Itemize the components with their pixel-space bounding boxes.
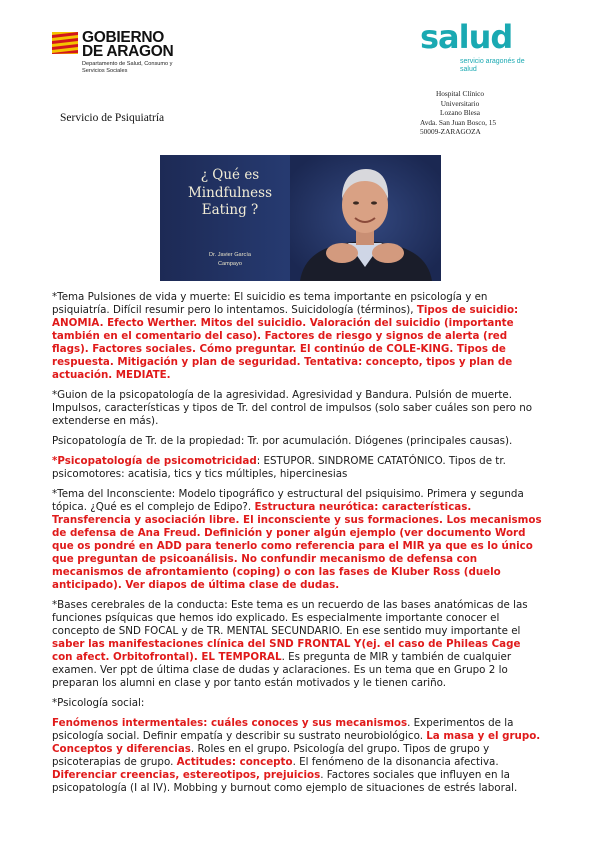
body-text: . Experimentos de la psicología social. Definir empatía y describir su sustrato neurobiológico. [52, 717, 514, 742]
highlighted-text: saber las manifestaciones clínica del SND FRONTAL Y(ej. el caso de Phileas Cage con afect. Orbitofrontal). EL TEMPORAL [52, 638, 521, 663]
highlighted-text: Tipos de suicidio: ANOMIA. Efecto Werther. Mitos del suicidio. Valoración del suicidio (importante también en el comentario del caso). Factores de riesgo y signos de alerta (red flags). Factores sociales. Cómo preguntar. El continúo de COLE-KING. Tipos de respuesta. Mitigación y plan de seguridad. Tentativa: concepto, tipos y plan de actuación. MEDIATE. [52, 304, 519, 381]
service-title: Servicio de Psiquiatría [60, 112, 165, 124]
paragraph-suicidio [52, 291, 544, 382]
highlighted-text: Estructura neurótica: características. Transferencia y asociación libre. El inconsciente y sus formaciones. Los mecanismos de defensa de Ana Freud. Definición y poner algún ejemplo (ver documento Word que os pondré en ADD para tenerlo como referencia para el MIR ya que es lo único que preguntan de psicoanálisis. No confundir mecanismo de defensa con mecanismos de afrontamiento (coping) o con las fases de Kluber Ross (duelo anticipado). Ver diapos de última clase de dudas. [52, 501, 542, 591]
paragraph-propiedad [52, 435, 544, 448]
cover-title-line: Mindfulness [187, 184, 273, 201]
highlighted-text: La masa y el grupo. Conceptos y diferencias [52, 730, 541, 755]
paragraph-psicologia-social [52, 697, 544, 710]
paragraph-agresividad [52, 389, 544, 428]
body-text: . Factores sociales que influyen en la psicopatología (I al IV). Mobbing y burnout como ejemplo de situaciones de estrés laboral. [52, 769, 518, 794]
cover-title-line: ¿ Qué es [200, 167, 260, 183]
body-text: : ESTUPOR. SINDROME CATATÓNICO. Tipos de tr. psicomotores: acatisia, tics y tics múltiples, hipercinesias [52, 455, 506, 480]
content-body [52, 291, 544, 802]
paragraph-inconsciente [52, 488, 544, 592]
body-text: *Guion de la psicopatología de la agresividad. Agresividad y Bandura. Pulsión de muerte. Impulsos, características y tipos de Tr. del control de impulsos (solo saber cuáles son pero no extenderse en más). [52, 389, 533, 427]
highlighted-text: *Psicopatología de psicomotricidad [52, 455, 257, 467]
book-cover-image [160, 155, 441, 281]
body-text: . Es pregunta de MIR y también de cualquier examen. Ver ppt de última clase de dudas y aclaraciones. Es un tema que en Grupo 2 lo preparan los alumni en clase y por tanto están motivados y le tienen cariño. [52, 651, 512, 689]
salud-logo [420, 18, 530, 82]
author-portrait-photo [290, 155, 441, 281]
cover-title [174, 167, 286, 220]
cover-author-line: Campayo [218, 260, 242, 267]
hospital-line: Hospital Clínico [435, 89, 485, 98]
body-text: . El fenómeno de la disonancia afectiva. [292, 756, 499, 768]
body-text: . Roles en el grupo. Psicología del grupo. Tipos de grupo y psicoterapias de grupo. [52, 743, 490, 768]
cover-title-line: Eating ? [201, 202, 259, 218]
cover-author [174, 251, 286, 268]
body-text: *Tema Pulsiones de vida y muerte: El suicidio es tema importante en psicología y en psiquiatría. Difícil resumir pero lo intentamos. Suicidología (términos), [52, 291, 488, 316]
highlighted-text: Diferenciar creencias, estereotipos, prejuicios [52, 769, 321, 781]
hospital-line: Universitario [440, 98, 480, 108]
body-text: *Tema del Inconsciente: Modelo tipográfico y estructural del psiquisimo. Primera y segunda tópica. ¿Qué es el complejo de Edipo?. [52, 488, 524, 513]
hospital-line: Lozano Blesa [440, 108, 480, 117]
gobierno-aragon-logo [52, 28, 192, 84]
highlighted-text: Actitudes: concepto [176, 756, 293, 768]
paragraph-bases-cerebrales [52, 599, 544, 690]
highlighted-text: Fenómenos intermentales: cuáles conoces y sus mecanismos [52, 717, 408, 729]
salud-wordmark: salud [420, 18, 513, 56]
hospital-line: 50009-ZARAGOZA [420, 127, 481, 136]
salud-subtitle: servicio aragonés de salud [460, 58, 525, 73]
aragon-department: Departamento de Salud, Consumo y Servicios Sociales [82, 61, 173, 74]
body-text: *Psicología social: [52, 697, 145, 709]
hospital-address [420, 89, 520, 137]
aragon-name-line2: DE ARAGON [82, 43, 174, 60]
cover-author-line: Dr. Javier García [209, 252, 251, 258]
body-text: *Bases cerebrales de la conducta: Este tema es un recuerdo de las bases anatómicas de las funciones psíquicas que hemos ido explicado. Es especialmente importante conocer el concepto de SND FOCAL y de TR. MENTAL SECUNDARIO. En ese sentido muy importante el [52, 599, 528, 637]
paragraph-fenomenos [52, 717, 544, 795]
aragon-flag-icon [52, 32, 78, 54]
body-text: Psicopatología de Tr. de la propiedad: Tr. por acumulación. Diógenes (principales causas). [52, 435, 513, 447]
aragon-name-line1: GOBIERNO [82, 29, 164, 46]
paragraph-psicomotricidad [52, 455, 544, 481]
hospital-line: Avda. San Juan Bosco, 15 [420, 117, 497, 127]
